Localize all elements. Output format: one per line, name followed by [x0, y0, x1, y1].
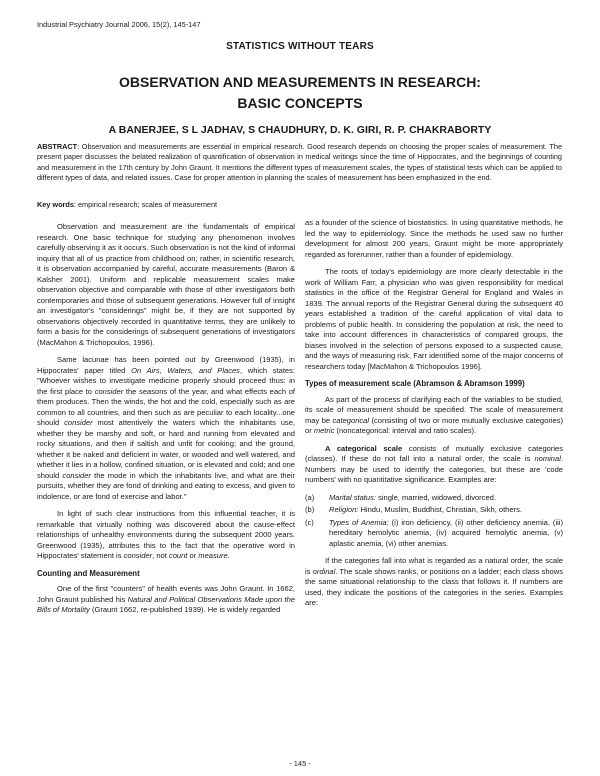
- list-marker: (a): [305, 492, 315, 502]
- paragraph: Observation and measurement are the fundamentals of empirical research. One basic technique for studying any phenomenon involves carefully observing it as it occurs. Such observation is not the kind of informal inquiry that all of us practice from childhood on; rather, in scientific research, it is observation accompanied by careful, accurate measurements (Baron & Kalsher 2001). Uniform and replicable measurement scales make observation objective and comparable with those of other investigators both contemporaries and those of subsequent generations. However full of insight an investigator's "considerings" might be, if they are not supported by observations objectively recorded in quantitative terms, they are unlikely to form a basis for the considerings of subsequent generations of investigators (MacMahon & Trichopoulos, 1996).: [37, 222, 295, 347]
- list-item: (a) Marital status: single, married, widowed, divorced.: [305, 492, 496, 502]
- keywords-label: Key words: [37, 200, 74, 209]
- paragraph: As part of the process of clarifying each of the variables to be studied, its scale of measurement should be specified. The scale of measurement may be categorical (consisting of two or more mutually exclusive categories) or metric (noncategorical: interval and ratio scales).: [305, 394, 563, 435]
- journal-reference: Industrial Psychiatry Journal 2006, 15(2), 145-147: [37, 20, 201, 29]
- title-line-2: BASIC CONCEPTS: [237, 95, 363, 111]
- list-marker: (c): [305, 517, 314, 527]
- left-column: [37, 222, 295, 623]
- author-list: A BANERJEE, S L JADHAV, S CHAUDHURY, D. K. GIRI, R. P. CHAKRABORTY: [108, 124, 492, 136]
- paragraph: In light of such clear instructions from this influential teacher, it is remarkable that virtually nothing was discovered about the cause-effect relationships of unhealthy environments during the subsequent 2000 years. Greenwood (1935), attributes this to the fact that the operative word in Hippocrates' statement is consider, not count or measure.: [37, 509, 295, 560]
- list-item: (b) Religion: Hindu, Muslim, Buddhist, Christian, Sikh, others.: [305, 505, 522, 514]
- paragraph: Same lacunae has been pointed out by Greenwood (1935), in Hippocrates' paper titled On Airs, Waters, and Places, which states: "Whoever wishes to investigate medicine properly should proceed thus: in the first place to consider the seasons of the year, and what effects each of them produces. Then the winds, the hot and the cold, especially such as are common to all countries, and then such as are peculiar to each locality...one should consider most attentively the waters which the inhabitants use, whether they be marshy and soft, or hard and running from elevated and rocky situations, and then if saltish and unfit for cooking; and the ground, whether it be naked and deficient in water, or wooded and well watered, and whether it lies in a hollow, confined situation, or is elevated and cold; and one should consider the mode in which the inhabitants live, and what are their pursuits, whether they are fond of drinking and eating to excess, and given to indolence, or are fond of exercise and labor.": [37, 355, 295, 501]
- page-number: - 145 -: [289, 759, 311, 768]
- right-column: [305, 218, 563, 616]
- example-list: [305, 493, 563, 550]
- section-heading: Types of measurement scale (Abramson & Abramson 1999): [305, 379, 525, 388]
- section-label: STATISTICS WITHOUT TEARS: [226, 41, 374, 52]
- title-line-1: OBSERVATION AND MEASUREMENTS IN RESEARCH:: [119, 74, 481, 90]
- paragraph: One of the first "counters" of health events was John Graunt. In 1662, John Graunt published his Natural and Political Observations Made upon the Bills of Mortality (Graunt 1662, re-published 1939). He is widely regarded: [37, 584, 295, 614]
- abstract: [37, 142, 562, 184]
- paper-title: [60, 72, 540, 114]
- paragraph: The roots of today's epidemiology are more clearly detectable in the work of William Farr, a physician who was given responsibility for medical statistics in the office of the Registrar General for England and Wales in 1839. The annual reports of the Registrar General during the subsequent 40 years established a tradition of the careful application of vital data to problems of public health. In considering the population at risk, the need to take into account differences in characteristics of compared groups, the biases involved in the selection of persons exposed to a suspected cause, and the ways of measuring risk, Farr identified some of the major concerns of researchers today [MacMahon & Trichopoulos 1996].: [305, 267, 563, 371]
- list-marker: (b): [305, 505, 315, 514]
- paragraph: as a founder of the science of biostatistics. In using quantitative methods, he led the way to epidemiology. Since the methods he used saw no further development for almost 200 years, Graunt might be more appropriately regarded as forerunner, rather than a founder of epidemiology.: [305, 218, 563, 259]
- list-item: (c) Types of Anemia: (i) iron deficiency, (ii) other deficiency anemia, (iii) hereditary hemolytic anemia, (iv) acquired hemolytic anemia, (v) aplastic anemia, (vi) other anemias.: [305, 517, 563, 548]
- keywords-text: : empirical research; scales of measurement: [73, 200, 218, 209]
- abstract-label: ABSTRACT: [37, 142, 78, 151]
- keywords: [37, 200, 217, 209]
- paragraph: If the categories fall into what is regarded as a natural order, the scale is ordinal. The scale shows ranks, or positions on a ladder; each class shows the same situational relationship to the class that follows it. If numbers are used, they indicate the positions of the categories in the series. Examples are:: [305, 556, 563, 607]
- section-heading: Counting and Measurement: [37, 568, 140, 578]
- paragraph: A categorical scale consists of mutually exclusive categories (classes). If these do not fall into a natural order, the scale is nominal. Numbers may be used to identify the categories, but these are 'code numbers' with no quantitative significance. Examples are:: [305, 443, 563, 484]
- abstract-text: : Observation and measurements are essential in empirical research. Good research depends on choosing the proper scales of measurement. The present paper discusses the belated realization of quantification of observation in medical writings since the time of Hippocrates, and the beginnings of counting and measurement in the 17th century by John Graunt. It mentions the different types of measurement scales, the types of statistical tests which can be applied to different types of data, and related issues. Case for proper attention in planning the scales of measurement has been emphasized in the end.: [37, 142, 562, 183]
